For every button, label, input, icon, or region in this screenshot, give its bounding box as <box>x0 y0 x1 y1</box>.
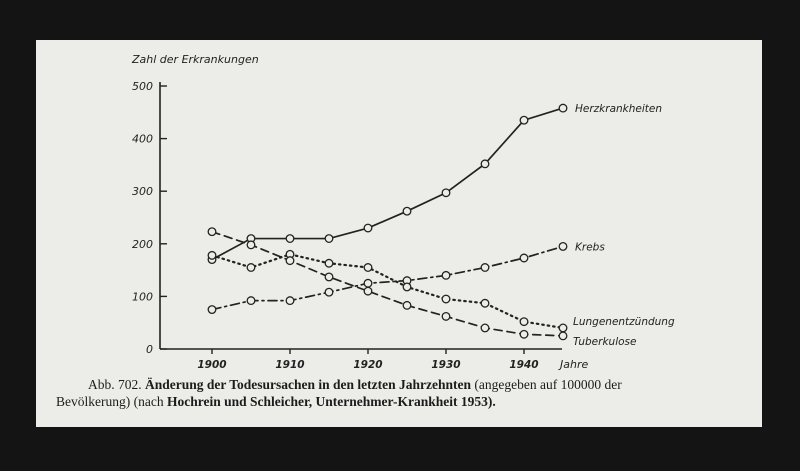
y-tick-label: 500 <box>132 80 153 93</box>
data-point <box>247 241 255 249</box>
slide <box>36 40 762 427</box>
data-point <box>559 332 567 340</box>
data-point <box>403 207 411 215</box>
data-point <box>481 299 489 307</box>
data-point <box>364 224 372 232</box>
series-label: Herzkrankheiten <box>575 103 663 116</box>
data-point <box>442 313 450 321</box>
x-tick-label: 1920 <box>353 359 383 371</box>
x-ticks <box>197 349 538 371</box>
series-label: Krebs <box>575 241 605 254</box>
caption-title: Änderung der Todesursachen in den letzten Jahrzehnten <box>145 377 472 392</box>
data-point <box>364 279 372 287</box>
series-herzkrankheiten <box>208 103 662 263</box>
caption-line-2 <box>56 393 756 410</box>
data-point <box>481 324 489 332</box>
data-point <box>403 302 411 310</box>
series-lungenentzündung <box>208 251 675 332</box>
series-line <box>212 254 563 328</box>
x-tick-label: 1940 <box>509 359 539 371</box>
data-point <box>442 295 450 303</box>
y-tick-label: 0 <box>146 343 153 356</box>
data-point <box>559 324 567 332</box>
data-point <box>364 287 372 295</box>
data-point <box>364 264 372 272</box>
data-point <box>208 306 216 314</box>
caption-line-1 <box>56 376 756 393</box>
data-point <box>559 243 567 251</box>
caption-source-prefix: Bevölkerung) (nach <box>56 394 167 409</box>
data-point <box>481 160 489 168</box>
series-label: Tuberkulose <box>573 335 637 348</box>
caption-source: Hochrein und Schleicher, Unternehmer-Krankheit 1953). <box>166 394 496 409</box>
data-point <box>286 257 294 265</box>
data-point <box>208 252 216 260</box>
data-point <box>286 297 294 305</box>
data-point <box>403 283 411 291</box>
x-tick-label: 1930 <box>431 359 461 371</box>
figure-caption <box>56 376 756 410</box>
caption-figure-number: Abb. 702. <box>88 377 145 392</box>
x-tick-label: 1910 <box>275 359 305 371</box>
data-point <box>442 189 450 197</box>
data-point <box>325 235 333 243</box>
x-tick-label: 1900 <box>197 359 227 371</box>
data-point <box>247 264 255 272</box>
series-line <box>212 108 563 259</box>
data-point <box>442 272 450 280</box>
data-point <box>208 228 216 236</box>
data-point <box>247 297 255 305</box>
data-point <box>520 318 528 326</box>
y-tick-label: 300 <box>132 185 153 199</box>
data-point <box>325 273 333 281</box>
caption-note: (angegeben auf 100000 der <box>471 377 622 392</box>
data-point <box>520 254 528 262</box>
series-group <box>208 103 675 348</box>
y-tick-label: 200 <box>132 237 153 251</box>
x-axis-label: Jahre <box>560 358 589 371</box>
series-tuberkulose <box>208 228 636 348</box>
data-point <box>325 259 333 267</box>
y-axis-label: Zahl der Erkrankungen <box>132 53 259 66</box>
y-ticks <box>132 80 167 356</box>
data-point <box>325 288 333 296</box>
y-tick-label: 400 <box>132 132 153 146</box>
series-label: Lungenentzündung <box>573 315 675 328</box>
data-point <box>286 235 294 243</box>
series-line <box>212 232 563 336</box>
data-point <box>520 116 528 124</box>
data-point <box>520 330 528 338</box>
data-point <box>559 104 567 112</box>
line-chart <box>36 40 762 380</box>
y-tick-label: 100 <box>132 290 153 304</box>
data-point <box>481 264 489 272</box>
